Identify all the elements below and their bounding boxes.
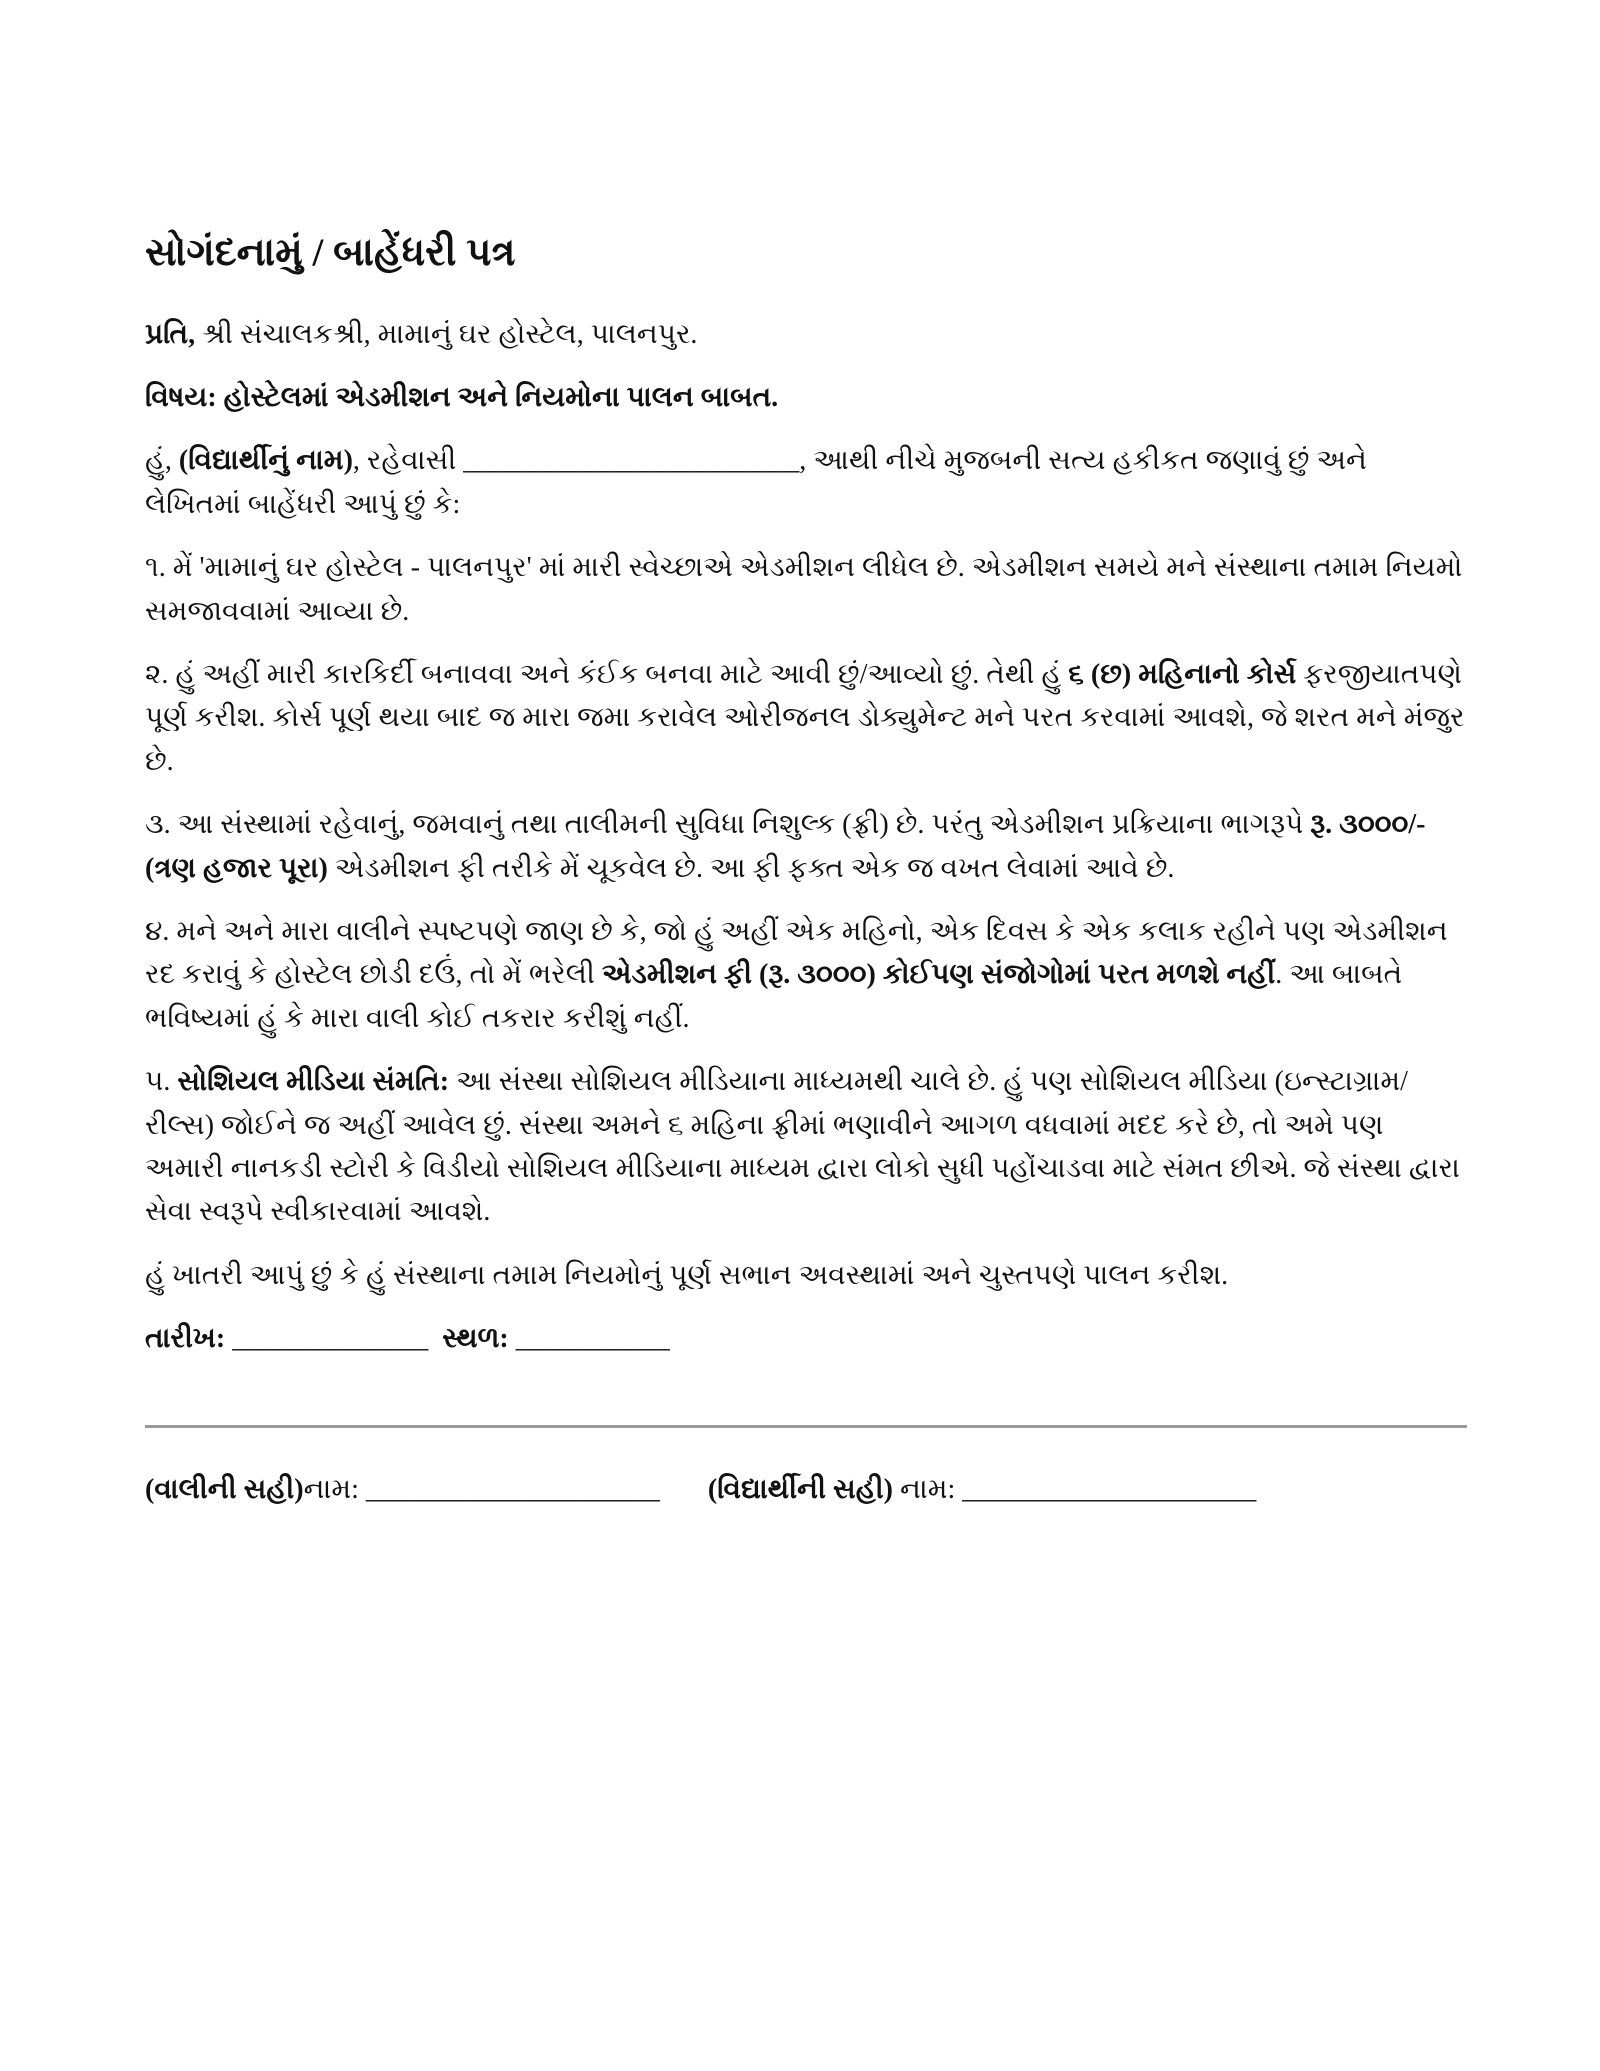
clause-2-text-end: ફરજીયાતપણે પૂર્ણ કરીશ. કોર્સ પૂર્ણ થયા બાદ જ મારા જમા કરાવેલ ઓરીજનલ ડોક્યુમેન્ટ મને પરત કરવામાં આવશે, જે શરત મને મંજુર છે. bbox=[145, 659, 1465, 777]
place-blank: ___________ bbox=[515, 1323, 670, 1355]
clause-5-bold-social-media: સોશિયલ મીડિયા સંમતિ: bbox=[177, 1066, 450, 1098]
date-blank: ______________ bbox=[232, 1323, 429, 1355]
recipient-line bbox=[145, 313, 1467, 356]
clause-2-bold-course: ૬ (છ) મહિનાનો કોર્સ bbox=[1068, 659, 1297, 691]
clause-3-bold-fee: રૂ. ૩૦૦૦/- (ત્રણ હજાર પૂરા) bbox=[145, 809, 1426, 884]
separator-line bbox=[145, 1425, 1467, 1428]
place-label: સ્થળ: bbox=[442, 1323, 516, 1355]
intro-text-end: , આથી નીચે મુજબની સત્ય હકીકત જણાવું છું અને લેખિતમાં બાહેંધરી આપું છું કે: bbox=[145, 445, 1367, 520]
student-name-label: નામ: bbox=[892, 1473, 963, 1505]
student-signature-label: (વિદ્યાર્થીની સહી) bbox=[707, 1473, 893, 1505]
guardian-name-label: નામ: bbox=[303, 1473, 366, 1505]
residence-blank: ________________________ bbox=[463, 445, 800, 477]
student-name-placeholder: (વિદ્યાર્થીનું નામ) bbox=[178, 445, 353, 477]
recipient-text: શ્રી સંચાલકશ્રી, મામાનું ઘર હોસ્ટેલ, પાલનપુર. bbox=[195, 318, 698, 350]
date-label: તારીખ: bbox=[145, 1323, 233, 1355]
page-title: સોગંદનામું / બાહેંધરી પત્ર bbox=[145, 231, 516, 274]
guardian-name-blank: _____________________ bbox=[365, 1473, 660, 1505]
clause-5 bbox=[145, 1060, 1467, 1234]
clause-4-text-start: ૪. મને અને મારા વાલીને સ્પષ્ટપણે જાણ છે કે, જો હું અહીં એક મહિનો, એક દિવસ કે એક કલાક રહીને પણ એડમીશન રદ કરાવું કે હોસ્ટેલ છોડી દઉં, તો મેં ભરેલી bbox=[145, 915, 1448, 991]
clause-1: ૧. મેં 'મામાનું ઘર હોસ્ટેલ - પાલનપુર' માં મારી સ્વેચ્છાએ એડમીશન લીધેલ છે. એડમીશન સમયે મને સંસ્થાના તમામ નિયમો સમજાવવામાં આવ્યા છે. bbox=[145, 552, 1463, 627]
clause-3 bbox=[145, 803, 1467, 890]
intro-text-mid: , રહેવાસી bbox=[352, 445, 464, 477]
intro-text-start: હું, bbox=[145, 445, 179, 477]
closing-paragraph: હું ખાતરી આપું છું કે હું સંસ્થાના તમામ નિયમોનું પૂર્ણ સભાન અવસ્થામાં અને ચુસ્તપણે પાલન કરીશ. bbox=[145, 1259, 1229, 1291]
signature-line bbox=[145, 1468, 1467, 1511]
subject-line: વિષય: હોસ્ટેલમાં એડમીશન અને નિયમોના પાલન બાબત. bbox=[145, 382, 779, 414]
student-name-blank: _____________________ bbox=[962, 1473, 1257, 1505]
clause-5-number: ૫. bbox=[145, 1066, 178, 1098]
date-place-line bbox=[145, 1317, 1467, 1360]
clause-2 bbox=[145, 653, 1467, 783]
clause-2-text-start: ૨. હું અહીં મારી કારકિર્દી બનાવવા અને કંઈક બનવા માટે આવી છું/આવ્યો છું. તેથી હું bbox=[145, 659, 1069, 691]
clause-3-text-start: ૩. આ સંસ્થામાં રહેવાનું, જમવાનું તથા તાલીમની સુવિધા નિશુલ્ક (ફ્રી) છે. પરંતુ એડમીશન પ્રક્રિયાના ભાગરૂપે bbox=[145, 809, 1311, 841]
clause-3-text-end: એડમીશન ફી તરીકે મેં ચૂકવેલ છે. આ ફી ફક્ત એક જ વખત લેવામાં આવે છે. bbox=[327, 852, 1175, 884]
document-content bbox=[145, 228, 1467, 1531]
clause-4-text-end: . આ બાબતે ભવિષ્યમાં હું કે મારા વાલી કોઈ તકરાર કરીશું નહીં. bbox=[145, 959, 1403, 1034]
clause-5-text-end: આ સંસ્થા સોશિયલ મીડિયાના માધ્યમથી ચાલે છે. હું પણ સોશિયલ મીડિયા (ઇન્સ્ટાગ્રામ/રીલ્સ) જોઈને જ અહીં આવેલ છું. સંસ્થા અમને ૬ મહિના ફ્રીમાં ભણાવીને આગળ વધવામાં મદદ કરે છે, તો અમે પણ અમારી નાનકડી સ્ટોરી કે વિડીયો સોશિયલ મીડિયાના માધ્યમ દ્વારા લોકો સુધી પહોંચાડવા માટે સંમત છીએ. જે સંસ્થા દ્વારા સેવા સ્વરૂપે સ્વીકારવામાં આવશે. bbox=[145, 1066, 1460, 1228]
guardian-signature-label: (વાલીની સહી) bbox=[145, 1473, 304, 1505]
intro-paragraph bbox=[145, 439, 1467, 526]
clause-4-bold-no-refund: એડમીશન ફી (રૂ. ૩૦૦૦) કોઈપણ સંજોગોમાં પરત મળશે નહીં bbox=[601, 959, 1276, 991]
clause-4 bbox=[145, 910, 1467, 1040]
recipient-label: પ્રતિ, bbox=[145, 318, 196, 350]
